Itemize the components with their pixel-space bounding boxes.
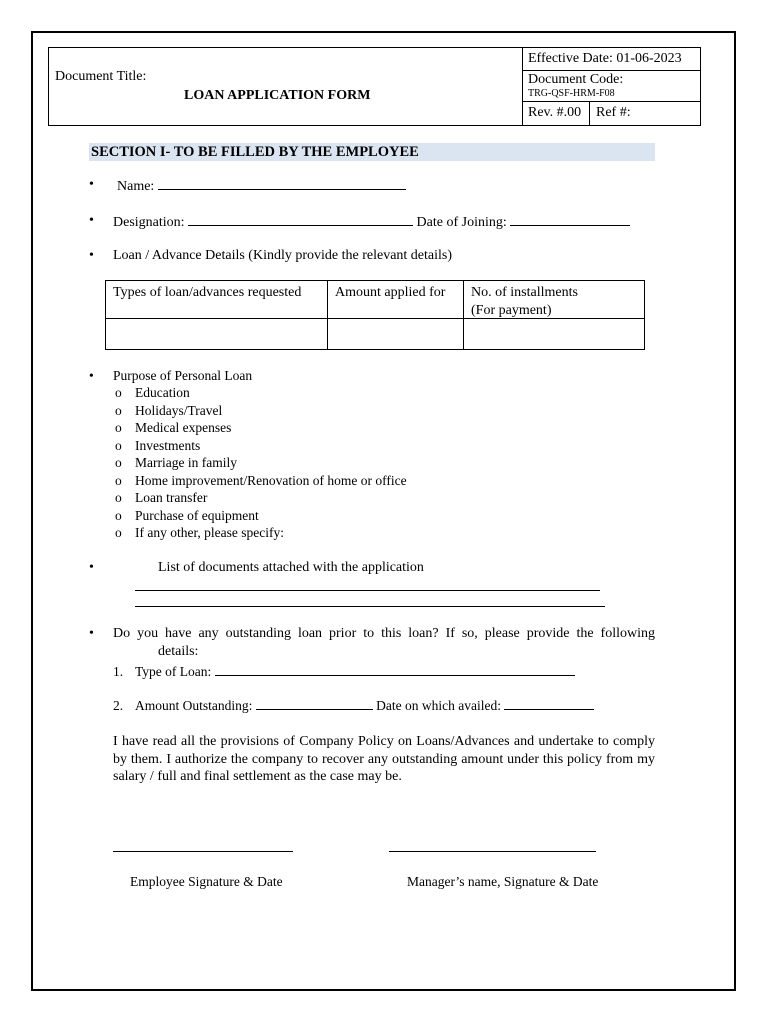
table-header-divider <box>106 318 644 319</box>
documents-label: List of documents attached with the application <box>158 560 424 575</box>
header-meta <box>523 48 700 125</box>
outstanding-question: Do you have any outstanding loan prior to this loan? If so, please provide the following <box>113 626 655 641</box>
designation-label: Designation: <box>113 215 185 230</box>
revision: Rev. #.00 <box>528 105 582 120</box>
table-header-type: Types of loan/advances requested <box>113 285 302 300</box>
name-field[interactable] <box>158 177 406 190</box>
amount-outstanding-row: 2. Amount Outstanding: Date on which availed: <box>113 697 594 714</box>
document-header <box>48 47 701 126</box>
date-availed-field[interactable] <box>504 697 594 710</box>
type-of-loan-field[interactable] <box>215 663 575 676</box>
date-availed-label: Date on which availed: <box>376 698 501 713</box>
declaration-text: I have read all the provisions of Company Policy on Loans/Advances and undertake to comply by them. I authorize the company to recover any outstanding amount under this policy from my salary / full and final settlement as the case may be. <box>113 734 655 784</box>
effective-date: Effective Date: 01-06-2023 <box>528 51 682 66</box>
bullet-dot: • <box>89 213 94 228</box>
amount-outstanding-field[interactable] <box>256 697 373 710</box>
table-cell-type[interactable] <box>108 321 325 347</box>
header-title-cell <box>49 48 523 125</box>
bullet-dot: • <box>89 248 94 263</box>
bullet-dot: • <box>89 368 94 383</box>
doc-code: TRG-QSF-HRM-F08 <box>528 88 615 99</box>
name-label: Name: <box>117 179 155 194</box>
reference: Ref #: <box>596 105 631 120</box>
table-header-installments: No. of installments <box>471 285 578 300</box>
documents-line-2[interactable] <box>135 606 605 607</box>
type-of-loan-label: Type of Loan: <box>135 664 212 679</box>
purpose-label: Purpose of Personal Loan <box>113 368 253 383</box>
outstanding-question-cont: details: <box>158 644 199 659</box>
doj-label: Date of Joining: <box>416 215 507 230</box>
loan-details-label: Loan / Advance Details (Kindly provide the relevant details) <box>113 248 453 263</box>
employee-signature-label: Employee Signature & Date <box>130 874 283 889</box>
table-cell-amount[interactable] <box>331 321 461 347</box>
table-header-installments-sub: (For payment) <box>471 303 552 318</box>
designation-field[interactable] <box>188 213 413 226</box>
table-header-amount: Amount applied for <box>335 285 446 300</box>
type-of-loan-row: 1. Type of Loan: <box>113 663 575 680</box>
amount-outstanding-label: Amount Outstanding: <box>135 698 253 713</box>
doc-title-label: Document Title: <box>55 69 147 84</box>
manager-signature-label: Manager’s name, Signature & Date <box>407 874 599 889</box>
doc-code-label: Document Code: <box>528 72 624 87</box>
section-heading-text: SECTION I- TO BE FILLED BY THE EMPLOYEE <box>91 144 419 160</box>
doj-field[interactable] <box>510 213 630 226</box>
bullet-dot: • <box>89 177 94 192</box>
bullet-dot: • <box>89 560 94 575</box>
bullet-dot: • <box>89 626 94 641</box>
documents-line-1[interactable] <box>135 590 600 591</box>
table-cell-installments[interactable] <box>467 321 642 347</box>
doc-title: LOAN APPLICATION FORM <box>184 88 371 103</box>
employee-signature-line[interactable] <box>113 851 293 852</box>
manager-signature-line[interactable] <box>389 851 596 852</box>
section-heading <box>89 143 655 161</box>
loan-details-table <box>105 280 645 350</box>
